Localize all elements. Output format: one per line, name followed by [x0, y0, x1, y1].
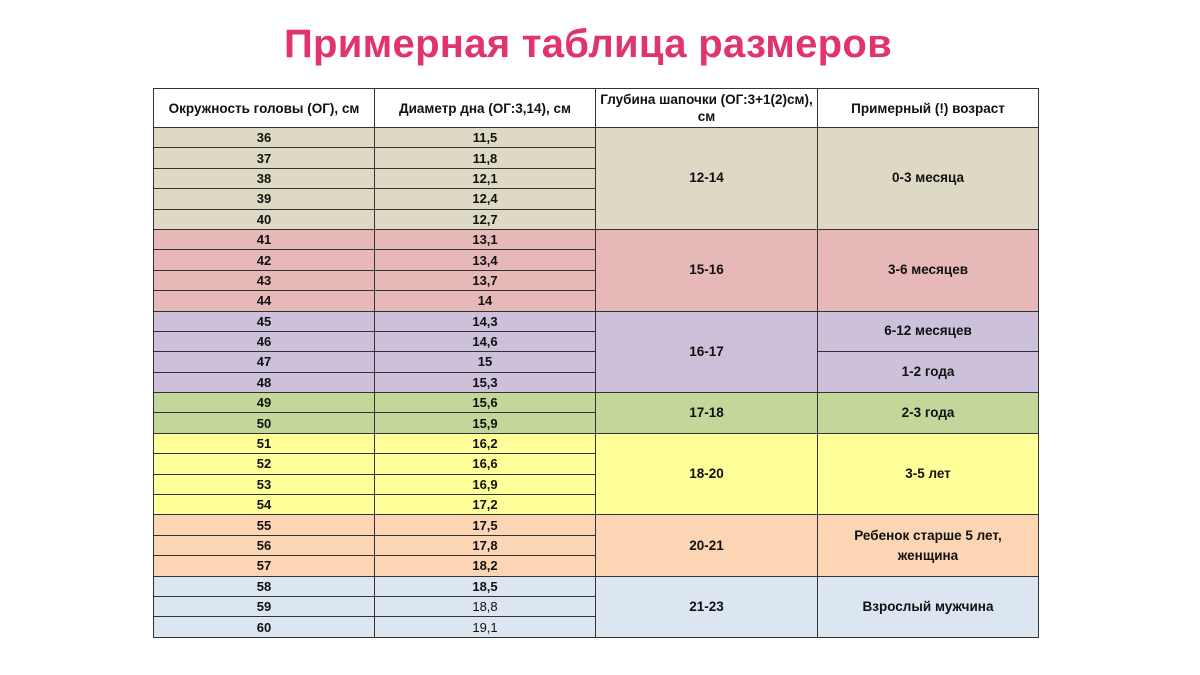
head-circumference-cell: 54: [154, 495, 375, 515]
crown-diameter-cell: 15: [375, 352, 596, 372]
hat-depth-cell: 12-14: [596, 128, 818, 230]
age-cell: 0-3 месяца: [818, 128, 1039, 230]
table-row: [154, 515, 1039, 535]
head-circumference-cell: 40: [154, 209, 375, 229]
head-circumference-cell: 45: [154, 311, 375, 331]
crown-diameter-cell: 13,7: [375, 270, 596, 290]
age-cell: 2-3 года: [818, 393, 1039, 434]
head-circumference-cell: 53: [154, 474, 375, 494]
head-circumference-cell: 38: [154, 168, 375, 188]
crown-diameter-cell: 16,9: [375, 474, 596, 494]
table-row: [154, 311, 1039, 331]
hat-depth-cell: 21-23: [596, 576, 818, 637]
head-circumference-cell: 60: [154, 617, 375, 637]
crown-diameter-cell: 15,6: [375, 393, 596, 413]
header-age: Примерный (!) возраст: [818, 89, 1039, 128]
age-cell: 3-6 месяцев: [818, 229, 1039, 311]
head-circumference-cell: 44: [154, 291, 375, 311]
table-row: [154, 433, 1039, 453]
head-circumference-cell: 41: [154, 229, 375, 249]
crown-diameter-cell: 19,1: [375, 617, 596, 637]
header-crown-diameter: Диаметр дна (ОГ:3,14), см: [375, 89, 596, 128]
crown-diameter-cell: 11,8: [375, 148, 596, 168]
page-title: Примерная таблица размеров: [283, 22, 893, 66]
head-circumference-cell: 43: [154, 270, 375, 290]
age-cell: 6-12 месяцев: [818, 311, 1039, 352]
header-hat-depth: Глубина шапочки (ОГ:3+1(2)см), см: [596, 89, 818, 128]
table-header: [154, 89, 1039, 128]
head-circumference-cell: 57: [154, 556, 375, 576]
head-circumference-cell: 58: [154, 576, 375, 596]
head-circumference-cell: 36: [154, 128, 375, 148]
crown-diameter-cell: 18,2: [375, 556, 596, 576]
age-cell: Взрослый мужчина: [818, 576, 1039, 637]
crown-diameter-cell: 13,1: [375, 229, 596, 249]
hat-depth-cell: 16-17: [596, 311, 818, 393]
crown-diameter-cell: 13,4: [375, 250, 596, 270]
head-circumference-cell: 56: [154, 535, 375, 555]
age-cell: 1-2 года: [818, 352, 1039, 393]
head-circumference-cell: 51: [154, 433, 375, 453]
head-circumference-cell: 42: [154, 250, 375, 270]
crown-diameter-cell: 14: [375, 291, 596, 311]
hat-depth-cell: 17-18: [596, 393, 818, 434]
age-cell: Ребенок старше 5 лет, женщина: [818, 515, 1039, 576]
crown-diameter-cell: 14,6: [375, 331, 596, 351]
hat-depth-cell: 15-16: [596, 229, 818, 311]
crown-diameter-cell: 17,8: [375, 535, 596, 555]
table-body: [154, 128, 1039, 638]
head-circumference-cell: 46: [154, 331, 375, 351]
crown-diameter-cell: 15,9: [375, 413, 596, 433]
header-row: [154, 89, 1039, 128]
crown-diameter-cell: 12,1: [375, 168, 596, 188]
age-cell: 3-5 лет: [818, 433, 1039, 515]
head-circumference-cell: 59: [154, 596, 375, 616]
crown-diameter-cell: 14,3: [375, 311, 596, 331]
crown-diameter-cell: 12,4: [375, 189, 596, 209]
crown-diameter-cell: 15,3: [375, 372, 596, 392]
crown-diameter-cell: 18,5: [375, 576, 596, 596]
crown-diameter-cell: 17,2: [375, 495, 596, 515]
table-row: [154, 229, 1039, 249]
crown-diameter-cell: 12,7: [375, 209, 596, 229]
hat-depth-cell: 20-21: [596, 515, 818, 576]
head-circumference-cell: 47: [154, 352, 375, 372]
hat-depth-cell: 18-20: [596, 433, 818, 515]
crown-diameter-cell: 17,5: [375, 515, 596, 535]
head-circumference-cell: 49: [154, 393, 375, 413]
head-circumference-cell: 48: [154, 372, 375, 392]
crown-diameter-cell: 16,2: [375, 433, 596, 453]
table-row: [154, 393, 1039, 413]
head-circumference-cell: 39: [154, 189, 375, 209]
crown-diameter-cell: 11,5: [375, 128, 596, 148]
head-circumference-cell: 50: [154, 413, 375, 433]
head-circumference-cell: 55: [154, 515, 375, 535]
head-circumference-cell: 52: [154, 454, 375, 474]
table-row: [154, 576, 1039, 596]
table-row: [154, 128, 1039, 148]
crown-diameter-cell: 16,6: [375, 454, 596, 474]
crown-diameter-cell: 18,8: [375, 596, 596, 616]
head-circumference-cell: 37: [154, 148, 375, 168]
header-head-circumference: Окружность головы (ОГ), см: [154, 89, 375, 128]
size-table: [153, 88, 1039, 638]
